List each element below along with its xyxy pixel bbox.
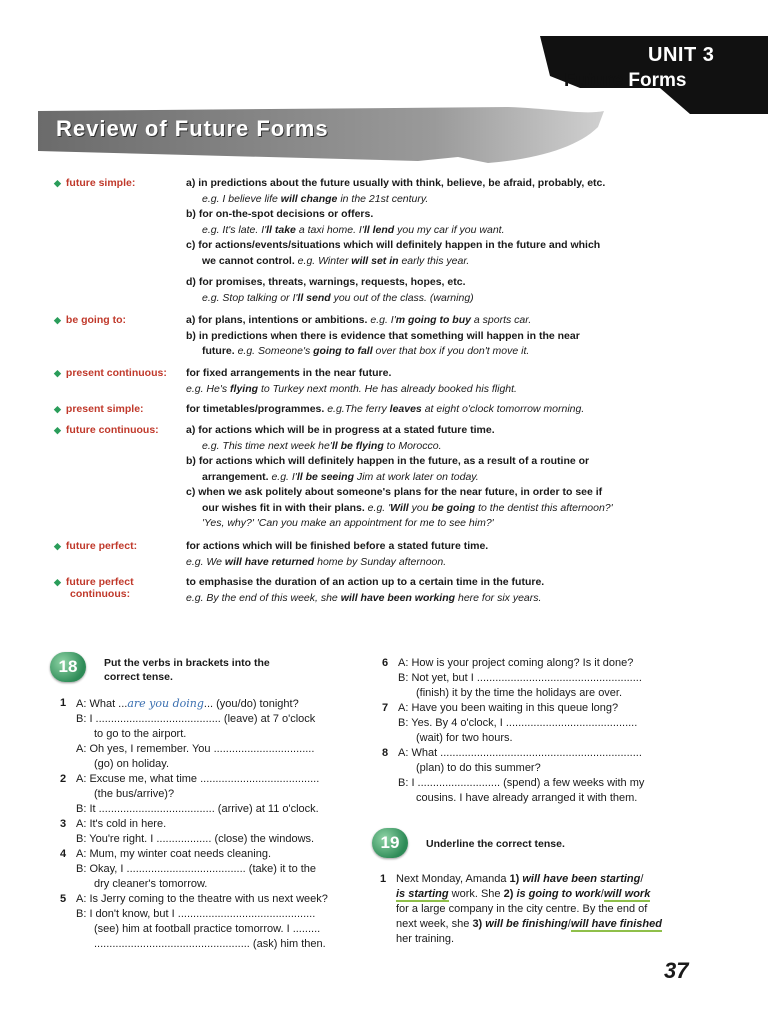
diamond-bullet-icon: ◆ xyxy=(54,315,61,325)
filled-answer: are you doing xyxy=(127,697,204,710)
unit-number: UNIT 3 xyxy=(648,44,715,66)
exercise-19-title: Underline the correct tense. xyxy=(426,838,565,850)
def-future-perfect-continuous: to emphasise the duration of an action up to a certain time in the future. e.g. By the end of this week, she will have been working here for six years. xyxy=(186,576,545,604)
exercise-19-text: 1 Next Monday, Amanda 1) will have been starting/ is starting work. She 2) is going to work/will work for a large company in the city centre. By the end of next week, she 3) will be finishing/will have finished her training. xyxy=(380,873,662,945)
exercise-19-badge: 19 xyxy=(372,828,408,858)
diamond-bullet-icon: ◆ xyxy=(54,178,61,188)
def-future-simple: a) in predictions about the future usually with think, believe, be afraid, probably, etc. e.g. I believe life will change in the 21st century. b) for on-the-spot decisions or offers. e.g. It's late. I'll take a taxi home. I'll lend you my car if you want. c) for actions/events/situations which will definitely happen in the future and which we cannot control. e.g. Winter will set in early this year. d) for promises, threats, warnings, requests, hopes, etc. e.g. Stop talking or I'll send you out of the class. (warning) xyxy=(186,177,606,304)
term-future-perfect-continuous: ◆ future perfect continuous: xyxy=(54,576,134,600)
exercise-18-title: Put the verbs in brackets into the correct tense. xyxy=(104,657,270,683)
option-is-starting[interactable]: is starting xyxy=(396,888,449,900)
def-future-continuous: a) for actions which will be in progress at a stated future time. e.g. This time next week he'll be flying to Morocco. b) for actions which will definitely happen in the future, as a result of a routine or arrangement. e.g. I'll be seeing Jim at work later on today. c) when we ask politely about someone's plans for the near future, in order to see if our wishes fit in with their plans. e.g. 'Will you be going to the dentist this afternoon?' 'Yes, why?' 'Can you make an appointment for me to see him?' xyxy=(186,424,613,529)
diamond-bullet-icon: ◆ xyxy=(54,425,61,435)
diamond-bullet-icon: ◆ xyxy=(54,368,61,378)
option-will-have-been-starting[interactable]: will have been starting xyxy=(522,873,641,885)
unit-subtitle-a: Future xyxy=(564,70,624,91)
banner-title: Review of Future Forms xyxy=(56,116,329,141)
option-will-be-finishing[interactable]: will be finishing xyxy=(485,918,568,930)
unit-subtitle xyxy=(564,70,686,92)
option-will-work[interactable]: will work xyxy=(603,888,651,900)
page-number: 37 xyxy=(664,958,689,983)
term-future-perfect: ◆ future perfect: xyxy=(54,540,138,552)
def-be-going-to: a) for plans, intentions or ambitions. e.g. I'm going to buy a sports car. b) in predictions when there is evidence that something will happen in the near future. e.g. Someone's going to fall over that box if you don't move it. xyxy=(186,314,580,357)
term-present-continuous: ◆ present continuous: xyxy=(54,367,167,379)
diamond-bullet-icon: ◆ xyxy=(54,541,61,551)
unit-subtitle-b: Forms xyxy=(623,70,687,91)
term-present-simple: ◆ present simple: xyxy=(54,403,144,415)
term-be-going-to: ◆ be going to: xyxy=(54,314,126,326)
def-present-simple: for timetables/programmes. e.g.The ferry leaves at eight o'clock tomorrow morning. xyxy=(186,403,585,415)
option-will-have-finished[interactable]: will have finished xyxy=(570,918,662,930)
term-future-continuous: ◆ future continuous: xyxy=(54,424,159,436)
exercise-18-badge: 18 xyxy=(50,652,86,682)
exercise-18-left-column: 1 A: What ...are you doing... (you/do) tonight? B: I ......................................... (leave) at 7 o'clock to go to the airport. A: Oh yes, I remember. You ................................. (go) on holiday. 2 A: Excuse me, what time ....................................... (the bus/arrive)? B: It ...................................... (arrive) at 11 o'clock. 3 A: It's cold in here. B: You're right. I .................. (close) the windows. 4 A: Mum, my winter coat needs cleaning. B: Okay, I ....................................... (take) it to the dry cleaner's tomorrow. 5 A: Is Jerry coming to the theatre with us next week? B: I don't know, but I ............................................. (see) him at football practice tomorrow. I ......... ................................................... (ask) him then. xyxy=(60,697,328,950)
exercise-18-right-column: 6 A: How is your project coming along? Is it done? B: Not yet, but I ...................................................... (finish) it by the time the holidays are over. 7 A: Have you been waiting in this queue long? B: Yes. By 4 o'clock, I ........................................... (wait) for two hours. 8 A: What .................................................................. (plan) to do this summer? B: I ........................... (spend) a few weeks with my cousins. I have already arranged it with them. xyxy=(382,657,645,804)
def-present-continuous: for fixed arrangements in the near future. e.g. He's flying to Turkey next month. He has already booked his flight. xyxy=(186,367,517,395)
option-is-going-to-work[interactable]: is going to work xyxy=(516,888,601,900)
term-future-simple: ◆ future simple: xyxy=(54,177,136,189)
diamond-bullet-icon: ◆ xyxy=(54,577,61,587)
def-future-perfect: for actions which will be finished before a stated future time. e.g. We will have returned home by Sunday afternoon. xyxy=(186,540,489,568)
diamond-bullet-icon: ◆ xyxy=(54,404,61,414)
